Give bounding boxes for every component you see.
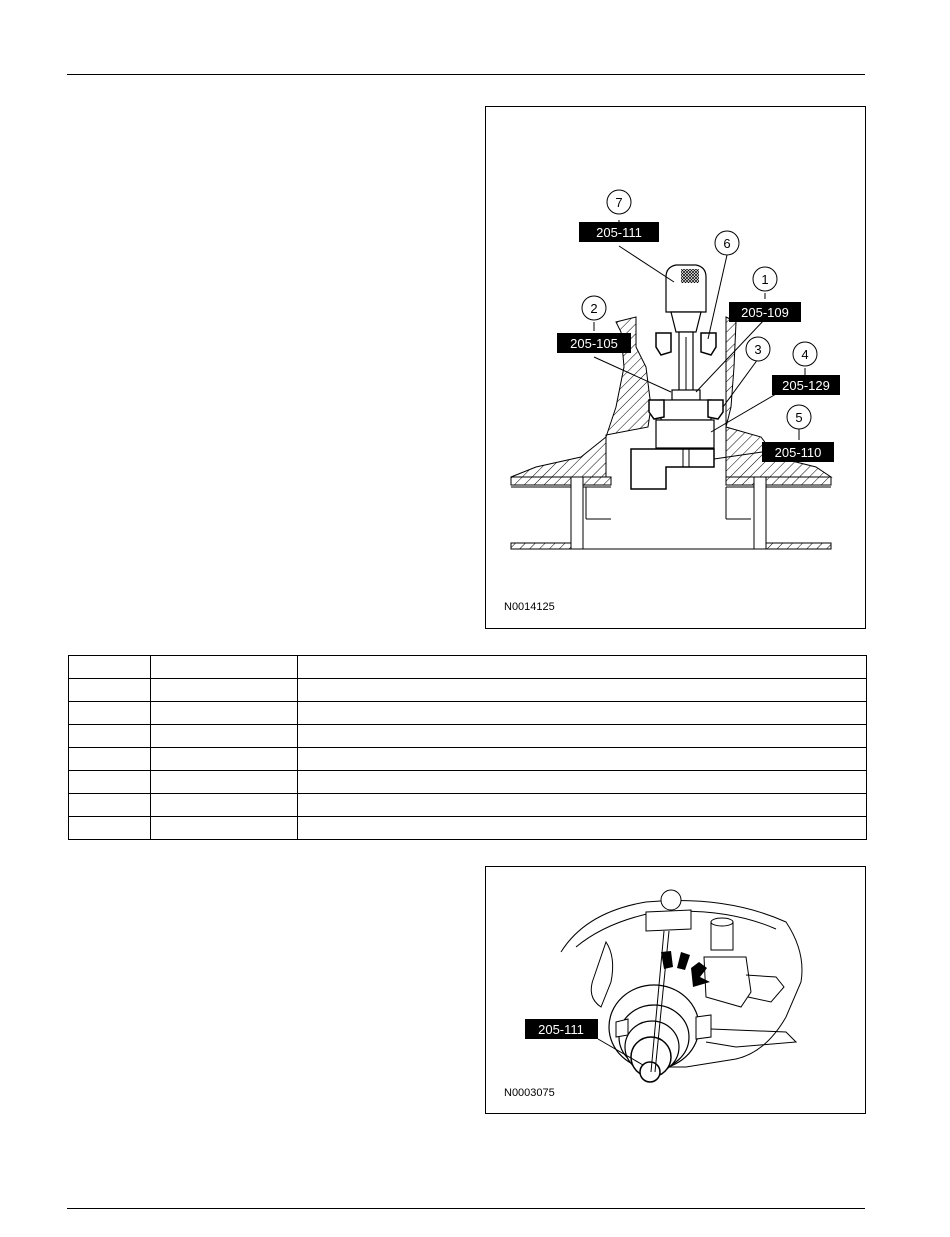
figure-1-callouts <box>486 107 867 630</box>
tool-label-205-111: 205-111 <box>596 225 642 240</box>
svg-text:3: 3 <box>754 342 762 357</box>
figure-2-drawing <box>486 867 867 1115</box>
callout-7 <box>579 190 659 242</box>
figure-1-id: N0014125 <box>504 601 555 613</box>
table-row <box>69 679 867 702</box>
table-row <box>69 748 867 771</box>
table-row <box>69 656 867 679</box>
footer-rule <box>67 1208 865 1209</box>
figure-2 <box>485 866 866 1114</box>
tool-label-205-129: 205-129 <box>782 378 830 393</box>
svg-text:2: 2 <box>590 301 598 316</box>
svg-text:1: 1 <box>761 272 769 287</box>
svg-text:6: 6 <box>723 236 731 251</box>
tool-label-205-111: 205-111 <box>538 1022 584 1037</box>
callout-1 <box>729 267 801 322</box>
callout-2 <box>557 296 631 353</box>
callout-6 <box>715 231 739 255</box>
callout-3 <box>746 337 770 361</box>
svg-text:4: 4 <box>801 347 809 362</box>
tool-label-205-105: 205-105 <box>570 336 618 351</box>
figure-2-id: N0003075 <box>504 1087 555 1099</box>
tool-label-205-109: 205-109 <box>741 305 789 320</box>
svg-text:5: 5 <box>795 410 803 425</box>
callout-5 <box>762 405 834 462</box>
header-rule <box>67 74 865 75</box>
tool-label-205-110: 205-110 <box>774 445 822 460</box>
figure-1 <box>485 106 866 629</box>
table-row <box>69 702 867 725</box>
table-row <box>69 817 867 840</box>
svg-text:7: 7 <box>615 195 623 210</box>
tool-table <box>68 655 867 840</box>
table-row <box>69 725 867 748</box>
table-row <box>69 794 867 817</box>
callout-4 <box>772 342 840 395</box>
table-row <box>69 771 867 794</box>
